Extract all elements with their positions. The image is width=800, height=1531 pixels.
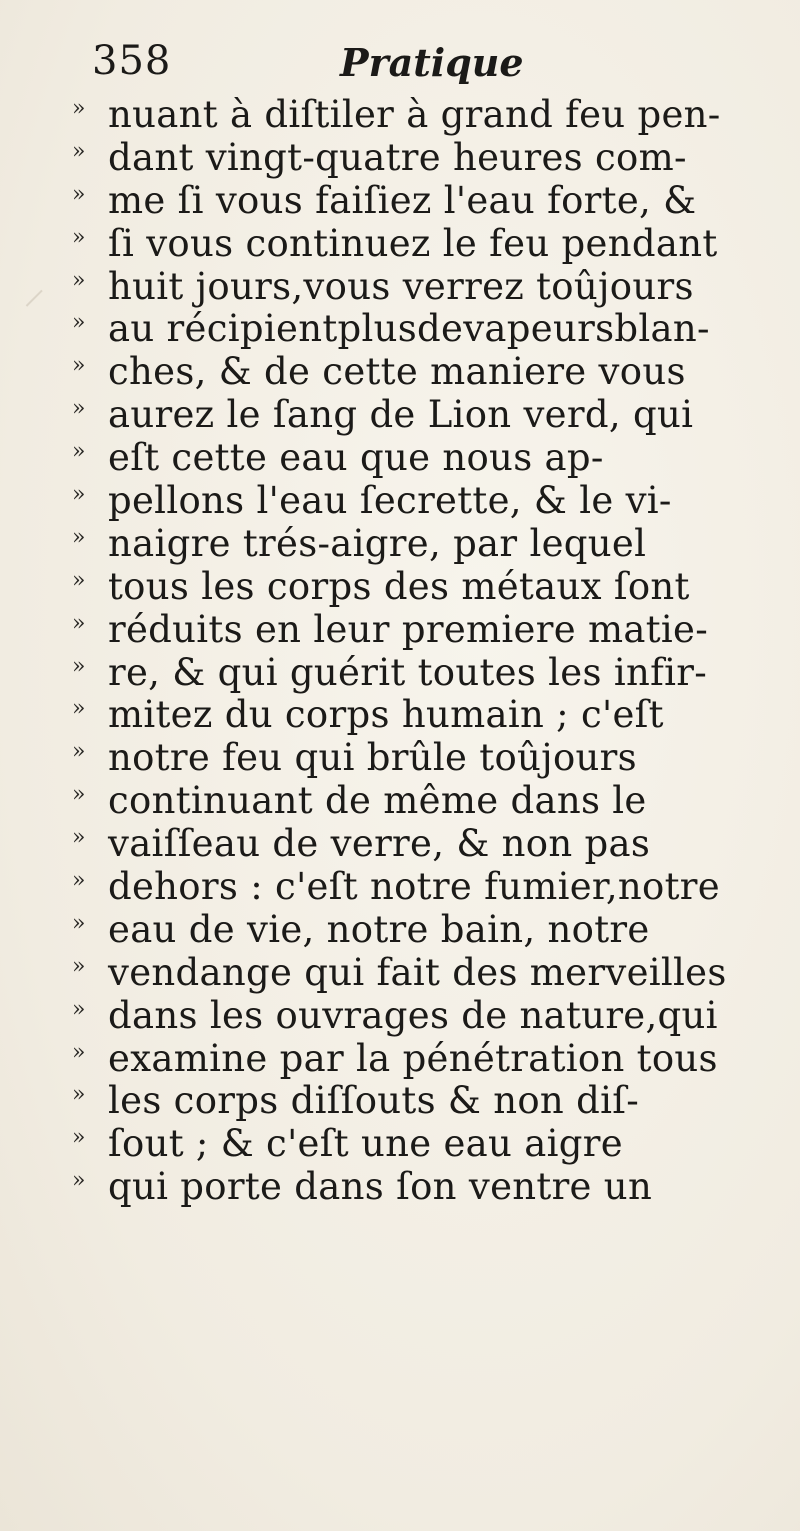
line-text: huit jours,vous verrez toûjours: [108, 264, 694, 308]
text-line: [72, 952, 752, 995]
text-line: [72, 437, 752, 480]
quotation-mark: »: [72, 653, 86, 679]
text-body: [72, 94, 752, 1209]
line-text: notre feu qui brûle toûjours: [108, 736, 637, 780]
line-text: mitez du corps humain ; c'eſt: [108, 693, 664, 737]
quotation-mark: »: [72, 353, 86, 379]
line-text: ſout ; & c'eſt une eau aigre: [108, 1122, 623, 1166]
line-text: eſt cette eau que nous ap-: [108, 436, 604, 480]
text-line: [72, 137, 752, 180]
line-text: eau de vie, notre bain, notre: [108, 907, 650, 951]
text-line: [72, 266, 752, 309]
quotation-mark: »: [72, 524, 86, 550]
line-text: les corps diſſouts & non diſ-: [108, 1079, 640, 1123]
margin-mark: [26, 290, 59, 323]
text-line: [72, 909, 752, 952]
quotation-mark: »: [72, 267, 86, 293]
text-line: [72, 823, 752, 866]
line-text: pellons l'eau ſecrette, & le vi-: [108, 479, 672, 523]
text-line: [72, 780, 752, 823]
text-line: [72, 1038, 752, 1081]
quotation-mark: »: [72, 696, 86, 722]
text-line: [72, 652, 752, 695]
line-text: re, & qui guérit toutes les infir-: [108, 650, 708, 694]
quotation-mark: »: [72, 482, 86, 508]
quotation-mark: »: [72, 310, 86, 336]
line-text: naigre trés-aigre, par lequel: [108, 521, 647, 565]
line-text: tous les corps des métaux ſont: [108, 564, 690, 608]
quotation-mark: »: [72, 1082, 86, 1108]
line-text: ches, & de cette maniere vous: [108, 350, 686, 394]
quotation-mark: »: [72, 782, 86, 808]
text-line: [72, 351, 752, 394]
text-line: [72, 866, 752, 909]
line-text: dans les ouvrages de nature,qui: [108, 993, 718, 1037]
line-text: qui porte dans ſon ventre un: [108, 1165, 653, 1209]
running-head: Pratique: [340, 40, 524, 85]
line-text: nuant à diſtiler à grand feu pen-: [108, 93, 721, 136]
text-line: [72, 566, 752, 609]
line-text: continuant de même dans le: [108, 779, 647, 823]
quotation-mark: »: [72, 439, 86, 465]
quotation-mark: »: [72, 610, 86, 636]
text-line: [72, 480, 752, 523]
text-line: [72, 308, 752, 351]
quotation-mark: »: [72, 739, 86, 765]
line-text: dant vingt-quatre heures com-: [108, 135, 687, 179]
text-line: [72, 1123, 752, 1166]
text-line: [72, 94, 752, 137]
text-line: [72, 223, 752, 266]
line-text: ſi vous continuez le feu pendant: [108, 221, 718, 265]
quotation-mark: »: [72, 953, 86, 979]
quotation-mark: »: [72, 138, 86, 164]
quotation-mark: »: [72, 567, 86, 593]
quotation-mark: »: [72, 224, 86, 250]
text-line: [72, 180, 752, 223]
line-text: dehors : c'eſt notre fumier,notre: [108, 865, 720, 909]
quotation-mark: »: [72, 910, 86, 936]
text-line: [72, 523, 752, 566]
line-text: au récipientplusdevapeursblan-: [108, 307, 710, 351]
line-text: examine par la pénétration tous: [108, 1036, 718, 1080]
quotation-mark: »: [72, 868, 86, 894]
page-header: [62, 38, 622, 92]
quotation-mark: »: [72, 396, 86, 422]
quotation-mark: »: [72, 825, 86, 851]
text-line: [72, 1080, 752, 1123]
line-text: aurez le ſang de Lion verd, qui: [108, 393, 694, 437]
text-line: [72, 995, 752, 1038]
text-line: [72, 1166, 752, 1209]
text-line: [72, 694, 752, 737]
text-line: [72, 737, 752, 780]
line-text: me ſi vous faiſiez l'eau forte, &: [108, 178, 697, 222]
quotation-mark: »: [72, 1168, 86, 1194]
line-text: vaiſſeau de verre, & non pas: [108, 822, 651, 866]
quotation-mark: »: [72, 996, 86, 1022]
text-line: [72, 394, 752, 437]
line-text: réduits en leur premiere matie-: [108, 607, 709, 651]
line-text: vendange qui fait des merveilles: [108, 950, 727, 994]
page-number: 358: [92, 38, 172, 84]
quotation-mark: »: [72, 96, 86, 121]
quotation-mark: »: [72, 181, 86, 207]
quotation-mark: »: [72, 1125, 86, 1151]
text-line: [72, 609, 752, 652]
quotation-mark: »: [72, 1039, 86, 1065]
